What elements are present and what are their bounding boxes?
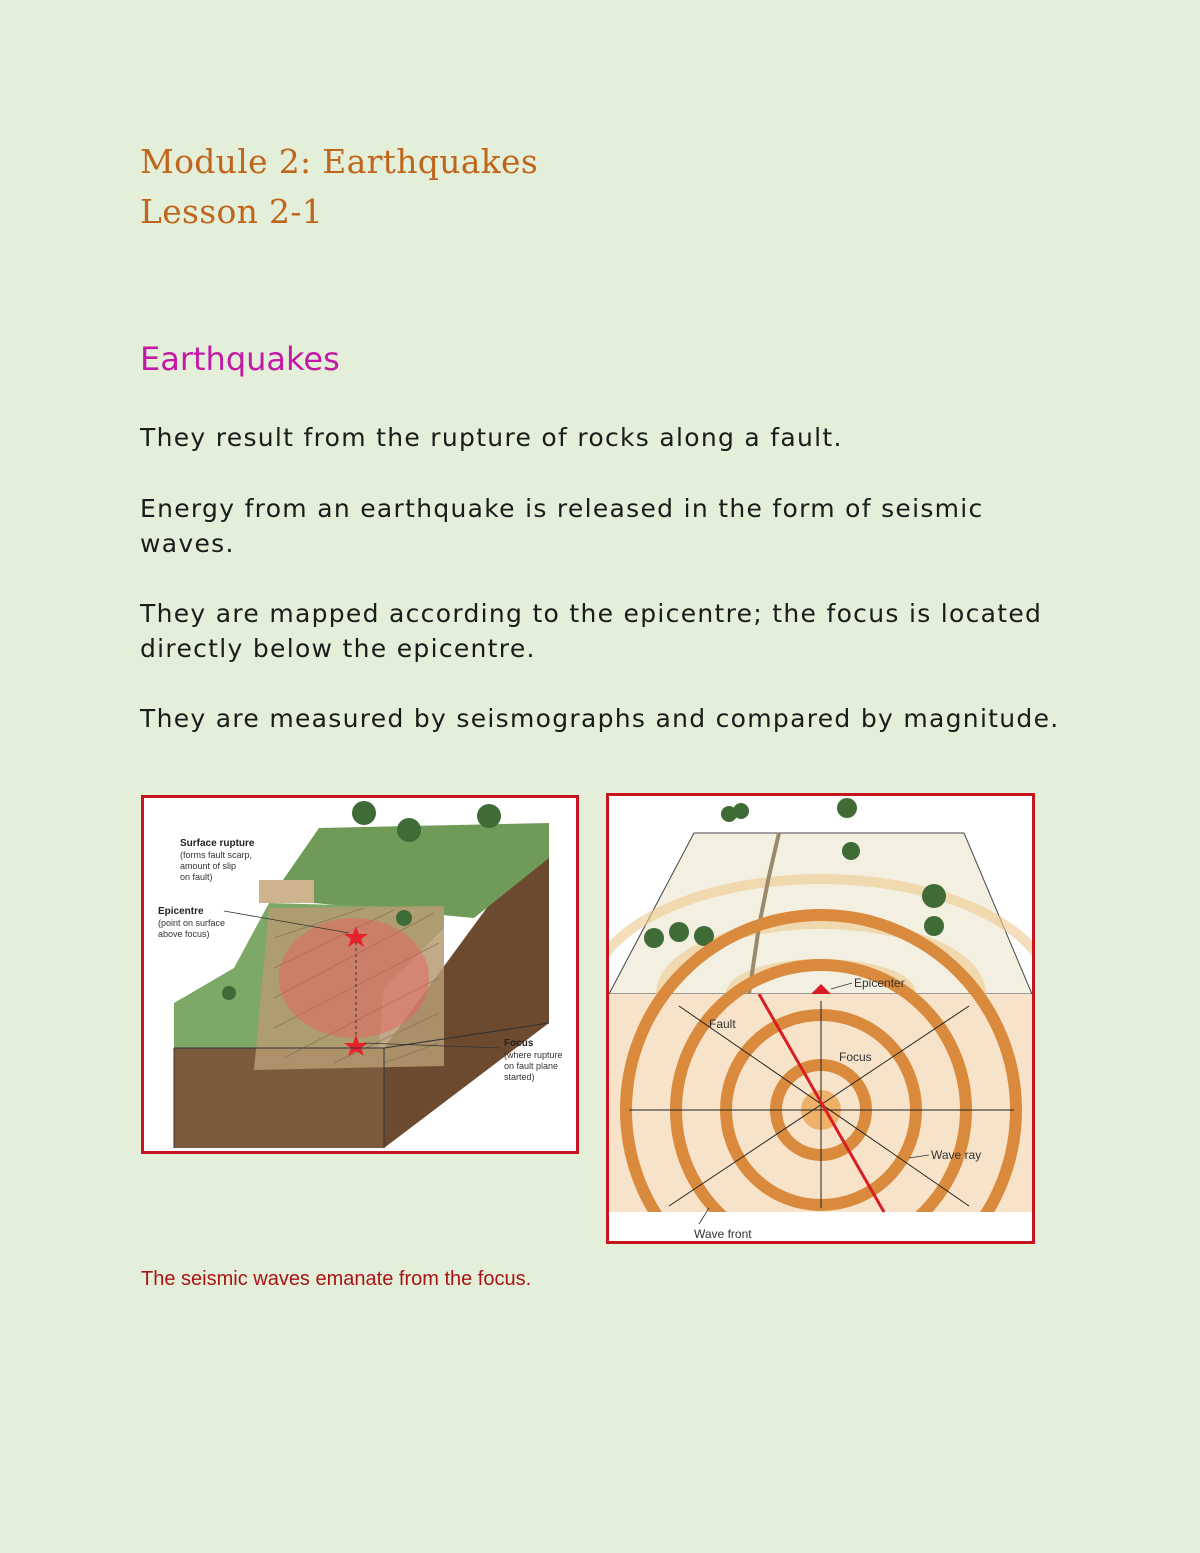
label-focus: Focus bbox=[839, 1050, 872, 1064]
fault-scarp bbox=[259, 880, 314, 903]
label-surface-rupture-line: (forms fault scarp, bbox=[180, 850, 253, 860]
label-epicentre-line: above focus) bbox=[158, 929, 210, 939]
fault-block-illustration bbox=[144, 798, 576, 1151]
label-epicentre: Epicentre bbox=[158, 906, 204, 917]
paragraph-mapping: They are mapped according to the epicentre; the focus is located directly below the epicentre. bbox=[140, 599, 1043, 663]
paragraph-measurement: They are measured by seismographs and compared by magnitude. bbox=[140, 704, 1060, 733]
paragraph-rupture: They result from the rupture of rocks along a fault. bbox=[140, 423, 843, 452]
label-focus-line: on fault plane bbox=[504, 1061, 559, 1071]
label-wave-front: Wave front bbox=[694, 1227, 752, 1241]
label-surface-rupture-line: amount of slip bbox=[180, 861, 237, 871]
label-epicenter: Epicenter bbox=[854, 976, 905, 990]
label-fault: Fault bbox=[709, 1017, 736, 1031]
seismic-wave-diagram bbox=[606, 793, 1035, 1244]
label-focus-line: (where rupture bbox=[504, 1050, 563, 1060]
module-title: Module 2: Earthquakes bbox=[140, 142, 539, 181]
paragraph-energy: Energy from an earthquake is released in the form of seismic waves. bbox=[140, 494, 984, 558]
label-surface-rupture-line: on fault) bbox=[180, 872, 213, 882]
fault-block-diagram bbox=[141, 795, 579, 1154]
seismic-wave-illustration bbox=[609, 796, 1032, 1241]
label-wave-ray: Wave ray bbox=[931, 1148, 982, 1162]
label-surface-rupture: Surface rupture bbox=[180, 838, 255, 849]
figure-caption: The seismic waves emanate from the focus. bbox=[141, 1268, 532, 1290]
label-focus-line: started) bbox=[504, 1072, 535, 1082]
label-focus: Focus bbox=[504, 1038, 534, 1049]
label-epicentre-line: (point on surface bbox=[158, 918, 226, 928]
section-heading: Earthquakes bbox=[140, 340, 340, 378]
lesson-title: Lesson 2-1 bbox=[140, 192, 324, 231]
